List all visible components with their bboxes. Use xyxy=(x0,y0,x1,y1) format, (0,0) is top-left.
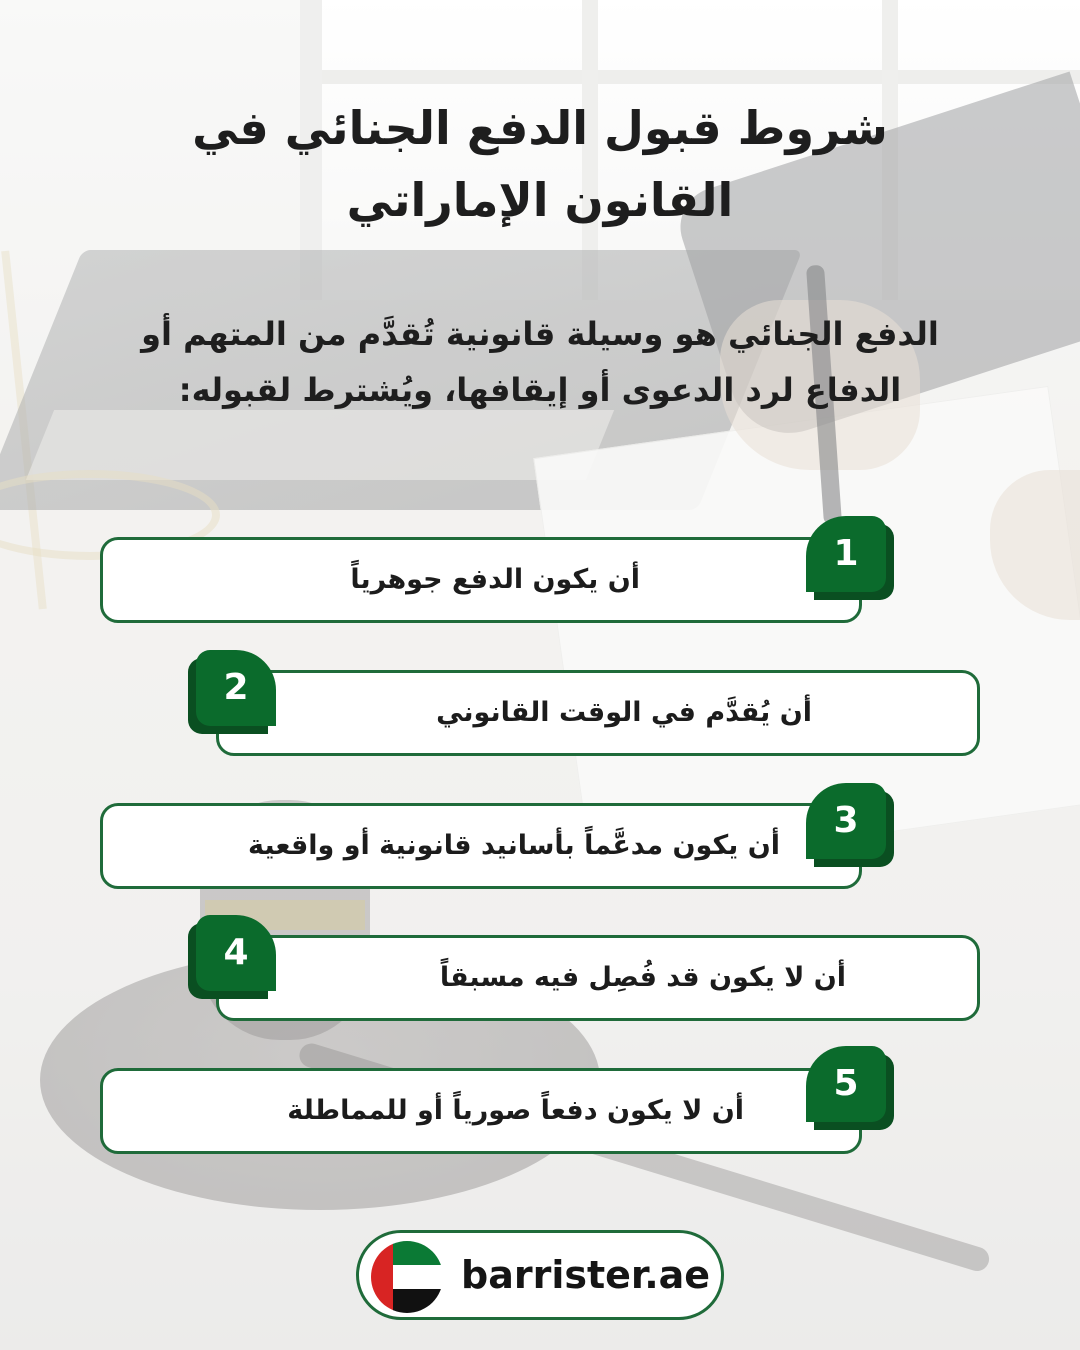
uae-flag-icon xyxy=(371,1241,443,1313)
condition-item-5 xyxy=(100,1068,862,1154)
number-badge-1 xyxy=(806,516,886,596)
condition-item-2 xyxy=(216,670,980,756)
condition-text: أن يُقدَّم في الوقت القانوني xyxy=(436,697,812,728)
brand-name: barrister.ae xyxy=(461,1253,711,1297)
condition-item-4 xyxy=(216,935,980,1021)
number-badge-2 xyxy=(196,650,276,730)
title-line-1: شروط قبول الدفع الجنائي في xyxy=(192,101,888,155)
badge-number: 5 xyxy=(806,1046,886,1122)
badge-number: 4 xyxy=(196,915,276,991)
number-badge-3 xyxy=(806,783,886,863)
number-badge-5 xyxy=(806,1046,886,1126)
badge-number: 1 xyxy=(806,516,886,592)
intro-line-1: الدفع الجنائي هو وسيلة قانونية تُقدَّم من المتهم أو xyxy=(141,315,939,353)
condition-text: أن يكون الدفع جوهرياً xyxy=(350,564,640,595)
brand-badge[interactable] xyxy=(356,1230,724,1320)
intro-line-2: الدفاع لرد الدعوى أو إيقافها، ويُشترط لقبوله: xyxy=(178,371,902,409)
intro-paragraph xyxy=(60,306,1020,418)
condition-text: أن لا يكون دفعاً صورياً أو للمماطلة xyxy=(287,1095,744,1126)
title-line-2: القانون الإماراتي xyxy=(346,173,734,227)
condition-text: أن لا يكون قد فُصِل فيه مسبقاً xyxy=(439,962,846,993)
badge-number: 3 xyxy=(806,783,886,859)
page-title xyxy=(140,92,940,236)
badge-number: 2 xyxy=(196,650,276,726)
number-badge-4 xyxy=(196,915,276,995)
condition-item-1 xyxy=(100,537,862,623)
condition-text: أن يكون مدعَّماً بأسانيد قانونية أو واقعية xyxy=(247,830,780,861)
condition-item-3 xyxy=(100,803,862,889)
